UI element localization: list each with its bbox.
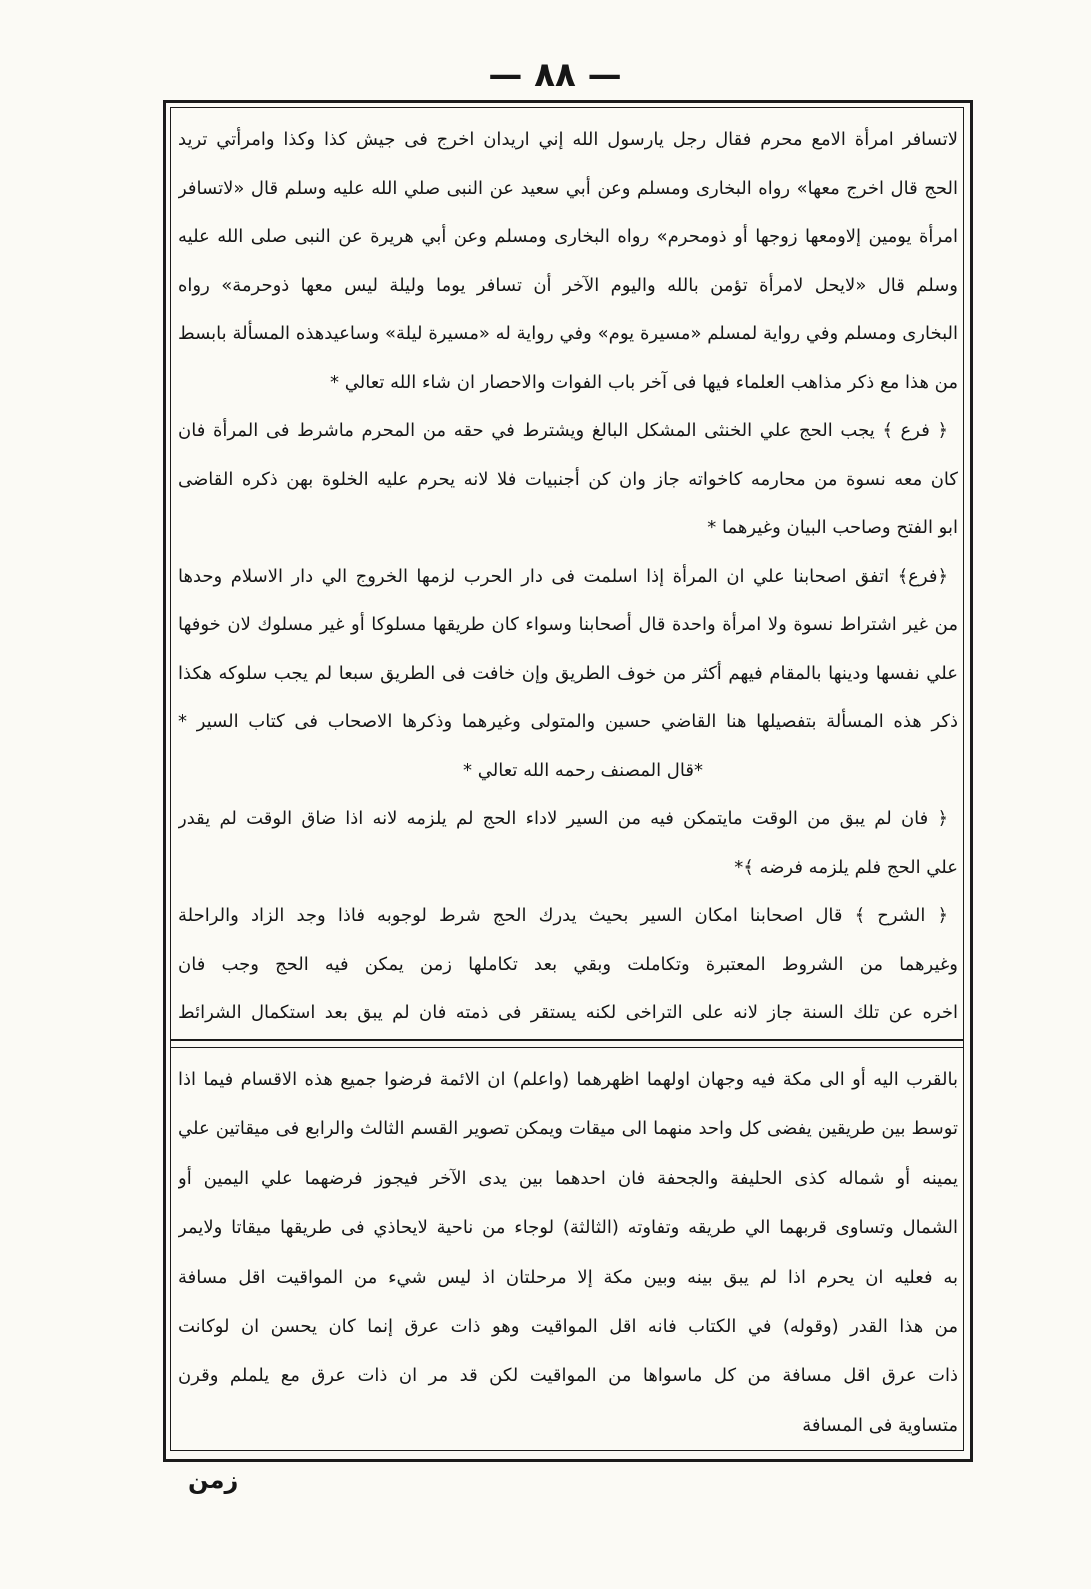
main-text-line: علي الحج فلم يلزمه فرضه ﴾* (734, 856, 958, 878)
main-text (178, 116, 958, 1038)
commentary-line: يمينه أو شماله كذى الحليفة والجحفة فان احدهما بين يدى الآخر فيجوز فرضهما علي اليمين أو (178, 1167, 958, 1189)
main-text-line: ذكر هذه المسألة بتفصيلها هنا القاضي حسين والمتولى وغيرهما وذكرها الاصحاب فى كتاب السير * (178, 711, 958, 732)
page-number: — ٨٨ — (488, 55, 622, 95)
main-text-line: امرأة يومين إلاومعها زوجها أو ذومحرم» رواه البخارى ومسلم وعن أبي هريرة عن النبى صلى الله عليه (178, 226, 958, 247)
main-text-line: الحج قال اخرج معها» رواه البخارى ومسلم وعن أبي سعيد عن النبى صلي الله عليه وسلم قال «لاتسافر (178, 177, 958, 199)
main-text-line: من غير اشتراط نسوة ولا امرأة واحدة قال أصحابنا وسواء كان طريقها مسلوكا أو غير مسلوك لان خوفها (178, 614, 958, 635)
commentary-line: بالقرب اليه أو الى مكة فيه وجهان اولهما اظهرهما (واعلم) ان الائمة فرضوا جميع هذه الاقسام فيما اذا (178, 1069, 958, 1090)
commentary-line: توسط بين طريقين يفضى كل واحد منهما الى ميقات ويمكن تصوير القسم الثالث والرابع فى ميقاتين علي (178, 1118, 958, 1140)
main-text-line: وغيرهما من الشروط المعتبرة وتكاملت وبقي بعد تكاملها زمن يمكن فيه الحج وجب فان (178, 953, 958, 975)
commentary-text (178, 1055, 958, 1450)
main-text-line: اخره عن تلك السنة جاز لانه على التراخى لكنه يستقر فى ذمته فان لم يبق بعد استكمال الشرائط (178, 1002, 958, 1023)
commentary-line: من هذا القدر (وقوله) في الكتاب فانه اقل المواقيت وهو ذات عرق إنما كان يحسن ان لوكانت (178, 1315, 958, 1337)
main-text-line: ﴿ فان لم يبق من الوقت مايتمكن فيه من السير لاداء الحج لم يلزمه لانه اذا ضاق الوقت لم يقدر (178, 808, 948, 829)
author-heading: *قال المصنف رحمه الله تعالي * (463, 759, 703, 781)
main-text-line: علي نفسها ودينها بالمقام فيهم أكثر من خوف الطريق وإن خافت فى الطريق سبعا لم يجب سلوكه هكذا (178, 662, 958, 684)
commentary-line: ذات عرق اقل مسافة من كل ماسواها من المواقيت لكن قد مر ان ذات عرق مع يلملم وقرن (178, 1365, 958, 1387)
main-text-line: البخارى ومسلم وفي رواية لمسلم «مسيرة يوم» وفي رواية له «مسيرة ليلة» وساعيدهذه المسألة بابسط (178, 323, 958, 344)
main-text-line: ﴿ فرع ﴾ يجب الحج علي الخنثى المشكل البالغ ويشترط في حقه من المحرم ماشرط فى المرأة فان (178, 420, 948, 441)
main-text-line: ﴿ الشرح ﴾ قال اصحابنا امكان السير بحيث يدرك الحج شرط لوجوبه فاذا وجد الزاد والراحلة (178, 905, 948, 926)
commentary-line: به فعليه ان يحرم اذا لم يبق بينه وبين مكة إلا مرحلتان اذ ليس شيء من المواقيت اقل مسافة (178, 1266, 958, 1288)
section-separator (171, 1039, 963, 1041)
main-text-line: لاتسافر امرأة الامع محرم فقال رجل يارسول الله إني اريدان اخرج فى جيش كذا وكذا وامرأتي تريد (178, 129, 958, 150)
main-text-line: كان معه نسوة من محارمه كاخواته جاز وان كن أجنبيات فلا لانه يحرم عليه الخلوة بهن ذكره القاضى (178, 468, 958, 490)
main-text-line: وسلم قال «لايحل لامرأة تؤمن بالله واليوم الآخر أن تسافر يوما وليلة ليس معها ذوحرمة» رواه (178, 274, 958, 296)
commentary-line: متساوية فى المسافة (802, 1414, 958, 1436)
commentary-line: الشمال وتساوى قربهما الي طريقه وتفاوته (الثالثة) لوجاء من ناحية لايحاذي فى طريقها ميقاتا ولايمر (178, 1217, 958, 1239)
catchword: زمن (188, 1466, 239, 1494)
main-text-line: من هذا مع ذكر مذاهب العلماء فيها فى آخر باب الفوات والاحصار ان شاء الله تعالي * (330, 371, 958, 393)
section-separator-thin (171, 1047, 963, 1048)
main-text-line: ابو الفتح وصاحب البيان وغيرهما * (707, 517, 958, 538)
main-text-line: ﴿فرع﴾ اتفق اصحابنا علي ان المرأة إذا اسلمت فى دار الحرب لزمها الخروج الي دار الاسلام وحدها (178, 565, 948, 587)
